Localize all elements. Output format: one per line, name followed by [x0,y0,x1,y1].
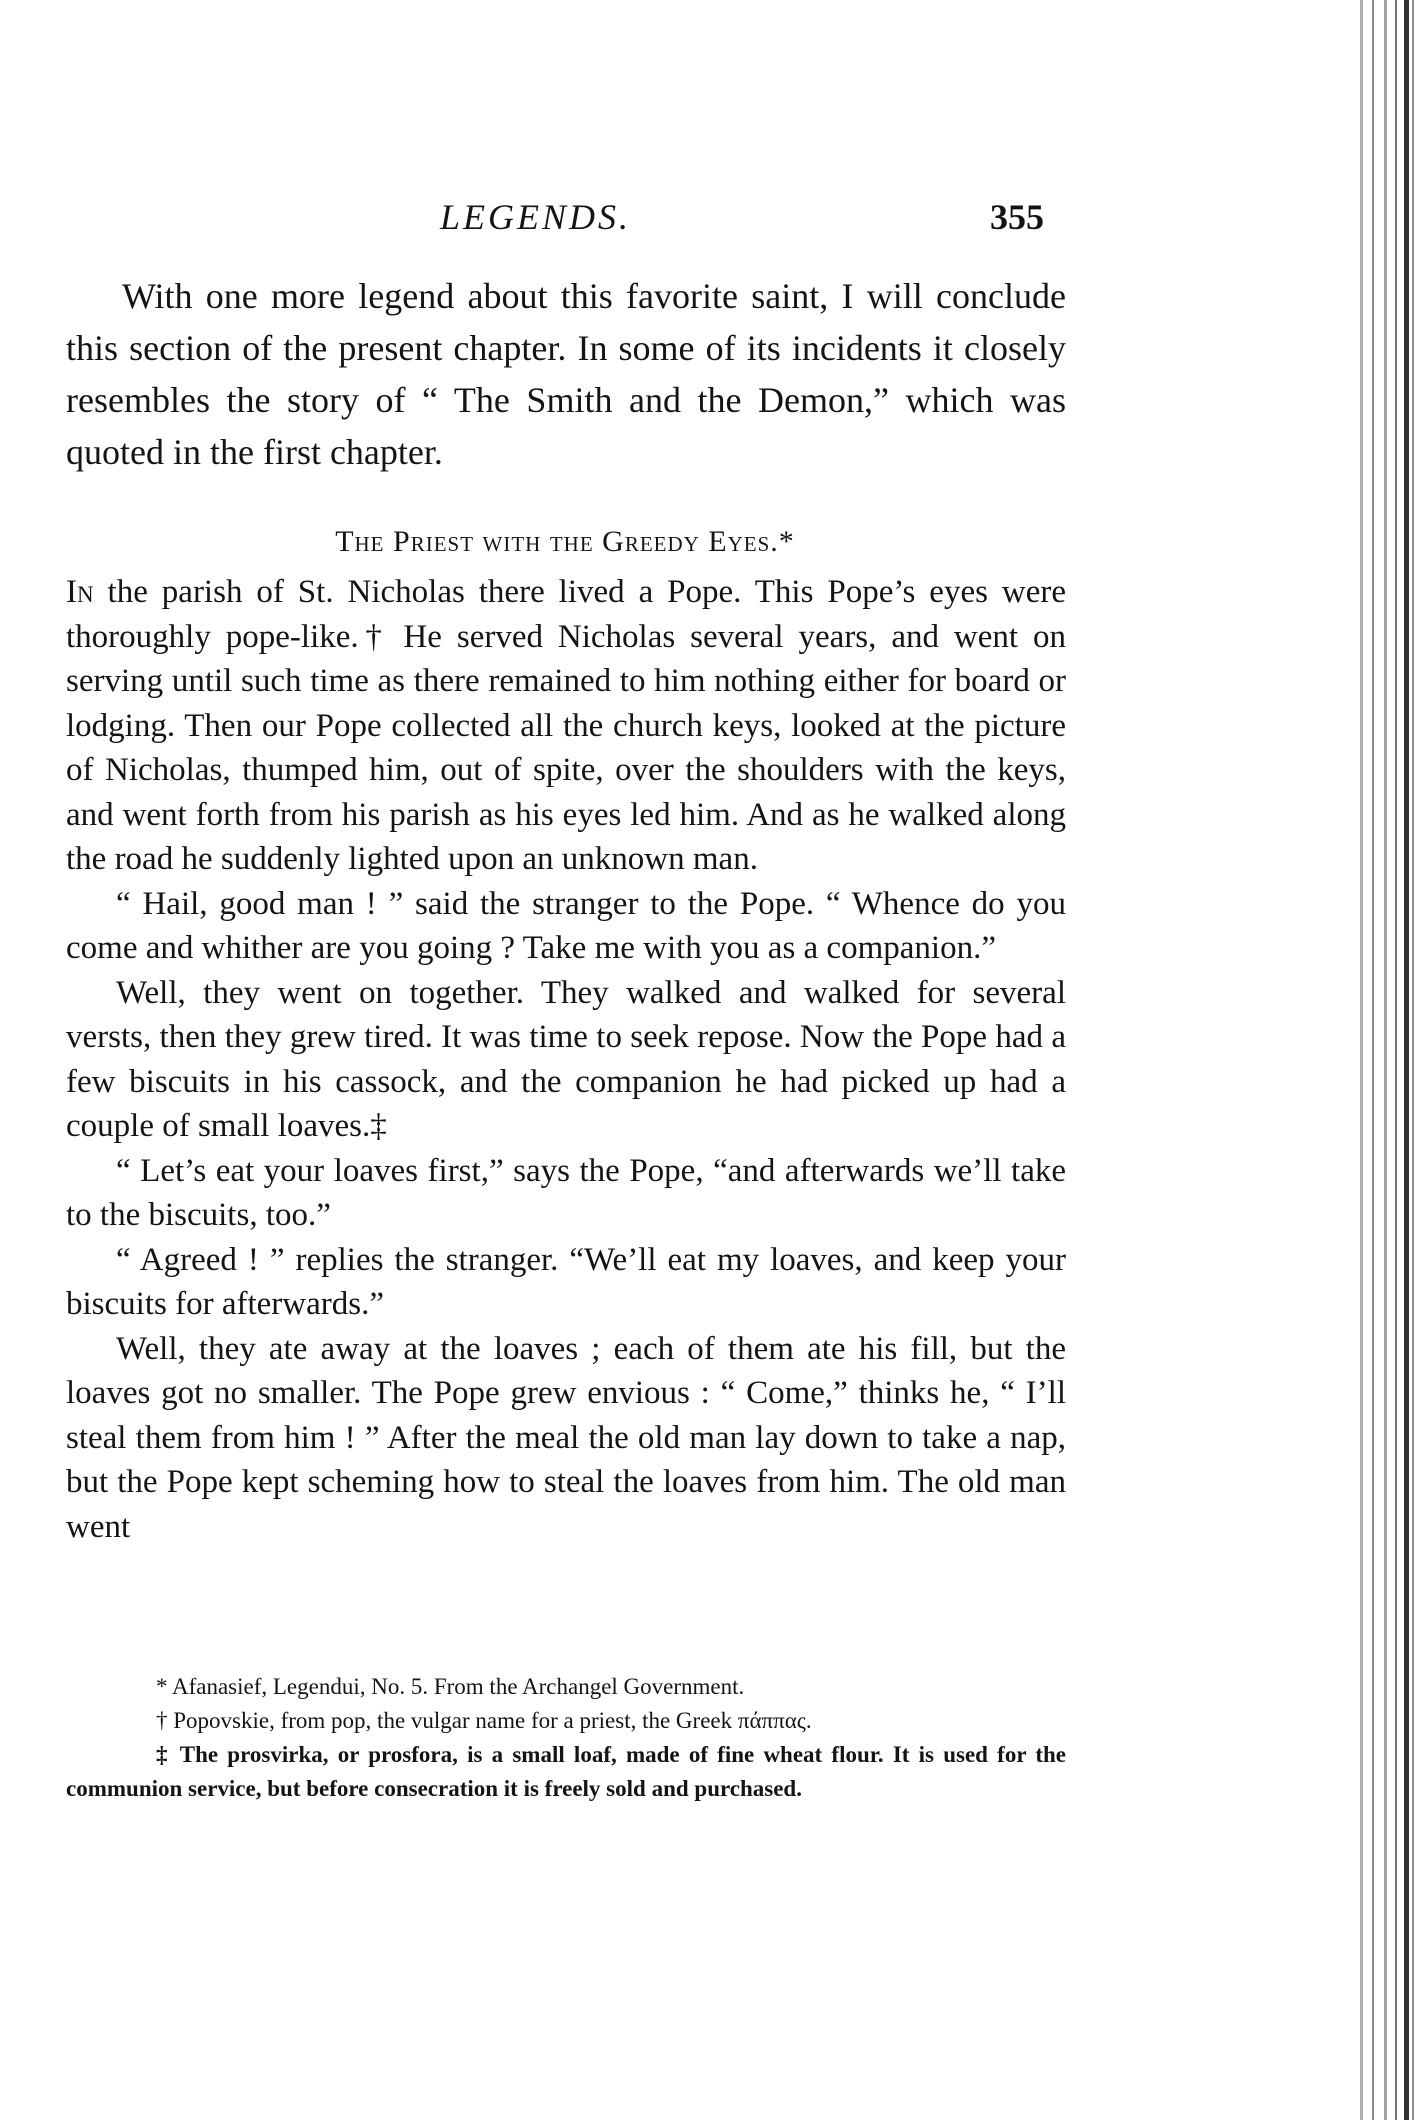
page-header [0,196,1417,246]
page-edge-binding [1300,0,1417,2120]
story-paragraph: Well, they ate away at the loaves ; each of them ate his fill, but the loaves got no smaller. The Pope grew envious : “ Come,” thinks he, “ I’ll steal them from him ! ” After the meal the old man lay down to take a nap, but the Pope kept scheming how to steal the loaves from him. The old man went [66,1330,1066,1545]
story-paragraph: “ Agreed ! ” replies the stranger. “We’ll eat my loaves, and keep your biscuits for afterwards.” [66,1241,1066,1322]
story-paragraph [66,570,1066,882]
footnotes [66,1670,1066,1806]
edge-line [1395,0,1397,2120]
story-paragraph: “ Hail, good man ! ” said the stranger to the Pope. “ Whence do you come and whither are you going ? Take me with you as a companion.” [66,885,1066,966]
page-number: 355 [990,197,1044,237]
edge-line [1372,0,1374,2120]
footnote: * Afanasief, Legendui, No. 5. From the Archangel Government. [156,1674,745,1699]
edge-line [1360,0,1363,2120]
edge-line [1404,0,1409,2120]
footnote: ‡ The prosvirka, or prosfora, is a small loaf, made of fine wheat flour. It is used for the communion service, but before consecration it is freely sold and purchased. [66,1742,1066,1801]
running-title: LEGENDS. [440,197,632,237]
edge-line [1384,0,1387,2120]
story-body [66,570,1066,1549]
story-paragraph-text: the parish of St. Nicholas there lived a Pope. This Pope’s eyes were thoroughly pope-like.† He served Nicholas several years, and went on serving until such time as there remained to him nothing either for board or lodging. Then our Pope collected all the church keys, looked at the picture of Nicholas, thumped him, out of spite, over the shoulders with the keys, and went forth from his parish as his eyes led him. And as he walked along the road he suddenly lighted upon an unknown man. [66,574,1066,877]
story-paragraph: Well, they went on together. They walked and walked for several versts, then they grew tired. It was time to seek repose. Now the Pope had a few biscuits in his cassock, and the companion he had picked up had a couple of small loaves.‡ [66,974,1066,1144]
footnote: † Popovskie, from pop, the vulgar name for a priest, the Greek πάππας. [156,1708,812,1733]
story-title: The Priest with the Greedy Eyes.* [335,525,795,558]
story-paragraph: “ Let’s eat your loaves first,” says the Pope, “and afterwards we’ll take to the biscuits, too.” [66,1152,1066,1233]
intro-paragraph: With one more legend about this favorite saint, I will conclude this section of the present chapter. In some of its incidents it closely resembles the story of “ The Smith and the Demon,” which was quoted in the first chapter. [66,276,1066,472]
edge-line [1412,0,1414,2120]
drop-cap: In [66,574,94,610]
